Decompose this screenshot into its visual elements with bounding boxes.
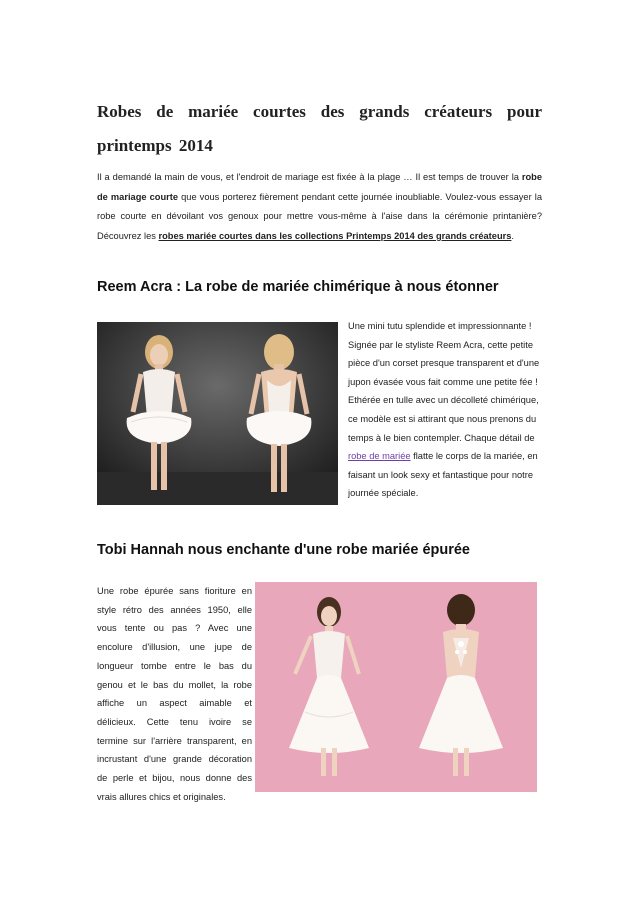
intro-text-1: Il a demandé la main de vous, et l'endroit de mariage est fixée à la plage … Il est temps de trouver la: [97, 172, 522, 182]
tobi-hannah-dress-illustration: [255, 582, 537, 792]
intro-text-3: .: [511, 230, 515, 241]
intro-bold-term: robe de mariage courte: [97, 172, 542, 202]
section2-heading: Tobi Hannah nous enchante d'une robe mariée épurée: [97, 542, 470, 558]
section1-text: [348, 317, 541, 503]
robe-de-mariee-link[interactable]: robe de mariée: [348, 451, 411, 462]
section1-heading: Reem Acra : La robe de mariée chimérique à nous étonner: [97, 279, 499, 295]
intro-text-2: que vous porterez fièrement pendant cette journée inoubliable. Voulez-vous essayer la robe courte en dévoilant vos genoux pour mettre vous-même à l'aise dans la cérémonie printanière? Découvrez les: [97, 191, 542, 241]
reem-acra-dress-illustration: [97, 322, 338, 505]
section2-text: Une robe épurée sans fioriture en style rétro des années 1950, elle vous tente ou pas ? Avec une encolure d'illusion, une jupe de longueur tombe entre le bas du genou et le bas du mollet, la robe affiche un aspect aimable et délicieux. Cette tenu ivoire se termine sur l'arrière transparent, en incrustant d'une grande décoration de perle et bijou, nous donne des vrais allures chics et originales.: [97, 586, 252, 802]
reem-acra-dress-photo: [97, 322, 338, 505]
section1-text-1: Une mini tutu splendide et impressionnante ! Signée par le styliste Reem Acra, cette petite pièce d'un corset presque transparent et d'une jupon évasée vous fait comme une petite fée ! Ethérée en tulle avec un décolleté chimérique, ce modèle est si attirant que nous prenons du temps à le bien contempler. Chaque détail de: [348, 321, 540, 443]
section1-text-2: flatte le corps de la mariée, en faisant un look sexy et fantastique pour notre journée spéciale.: [348, 451, 538, 499]
page-title: Robes de mariée courtes des grands créateurs pour printemps 2014: [97, 102, 542, 155]
intro-paragraph: [97, 168, 542, 246]
intro-collection-link[interactable]: robes mariée courtes dans les collections Printemps 2014 des grands créateurs: [158, 230, 512, 241]
tobi-hannah-dress-photo: [255, 582, 537, 792]
